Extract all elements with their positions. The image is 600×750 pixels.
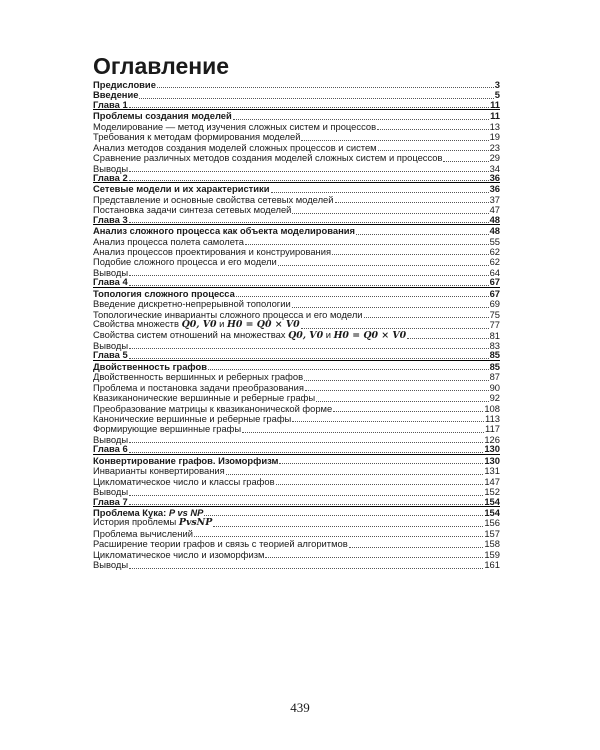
toc-entry-title (93, 111, 232, 120)
dot-leader (305, 390, 489, 391)
toc-entry-text: Цикломатическое число и изоморфизм (93, 548, 265, 560)
toc-entry (93, 267, 500, 277)
toc-entry-page: 83 (489, 339, 500, 351)
toc-entry-page: 67 (489, 276, 500, 288)
toc-entry-title (93, 466, 225, 475)
dot-leader (129, 348, 488, 349)
toc-entry (93, 236, 500, 246)
dot-leader (271, 192, 489, 193)
toc-entry (93, 476, 500, 486)
toc-entry (93, 256, 500, 266)
toc-entry-page: 85 (489, 360, 500, 372)
toc-entry-text: Предисловие (93, 79, 156, 91)
toc-entry (93, 549, 500, 559)
toc-entry-page: 130 (484, 443, 500, 455)
toc-entry-formula: PvsNP (178, 517, 213, 529)
dot-leader (139, 98, 493, 99)
dot-leader (129, 107, 489, 108)
toc-entry-text: Глава 3 (93, 213, 128, 225)
dot-leader (301, 140, 488, 141)
dot-leader (129, 452, 484, 453)
toc-entry-text: Введение (93, 89, 139, 101)
toc-entry (93, 403, 500, 413)
toc-entry-text: Выводы (93, 266, 129, 278)
dot-leader (157, 87, 494, 88)
toc-entry-formula: Q0, V0 (181, 319, 217, 331)
toc-entry (93, 204, 500, 214)
dot-leader (129, 275, 488, 276)
toc-entry-title (93, 237, 244, 246)
dot-leader (443, 161, 488, 162)
toc-entry (93, 194, 500, 204)
dot-leader (129, 504, 484, 505)
dot-leader (233, 119, 489, 120)
toc-entry-title (93, 132, 300, 141)
toc-entry-title (93, 122, 376, 131)
toc-entry-text: Введение дискретно-непрерывной топологии (93, 298, 291, 310)
toc-entry-page: 13 (489, 120, 500, 132)
toc-entry-text-connector: и (323, 328, 334, 340)
toc-entry-page: 23 (489, 141, 500, 153)
toc-entry-text: Свойства систем отношений на множествах (93, 328, 289, 340)
toc-entry-page: 130 (484, 454, 500, 466)
toc-entry-title (93, 226, 355, 235)
toc-entry-page: 157 (484, 527, 500, 539)
dot-leader (316, 401, 488, 402)
toc-entry-title (93, 362, 207, 371)
toc-entry-page: 154 (484, 506, 500, 518)
toc-entry-text: Анализ процессов проектирования и конструирования (93, 246, 332, 258)
page-number: 439 (290, 700, 310, 715)
toc-entry-page: 29 (489, 152, 500, 164)
dot-leader (292, 213, 488, 214)
toc-entry-title (93, 299, 291, 308)
dot-leader (377, 129, 488, 130)
toc-entry-text: Формирующие вершинные графы (93, 423, 242, 435)
toc-entry-page: 152 (484, 486, 500, 498)
toc-entry-title (93, 414, 291, 423)
toc-entry-page: 64 (489, 266, 500, 278)
toc-entry-title (93, 257, 277, 266)
toc-entry-page: 5 (494, 89, 500, 101)
toc-entry (93, 444, 500, 454)
dot-leader (129, 568, 483, 569)
toc-entry-title (93, 247, 331, 256)
toc-entry-title (93, 393, 315, 402)
toc-entry-title (93, 100, 128, 109)
dot-leader (333, 411, 483, 412)
dot-leader (129, 285, 489, 286)
toc-entry-title (93, 143, 377, 152)
toc-entry-text: Моделирование — метод изучения сложных систем и процессов (93, 120, 377, 132)
toc-entry-page: 47 (489, 204, 500, 216)
toc-entry-text: Подобие сложного процесса и его модели (93, 256, 277, 268)
toc-entry-text: Постановка задачи синтеза сетевых моделей (93, 204, 292, 216)
dot-leader (278, 265, 489, 266)
table-of-contents (93, 79, 500, 570)
toc-entry (93, 121, 500, 131)
toc-entry-page: 48 (489, 213, 500, 225)
toc-entry-formula: H0 = Q0 × V0 (333, 329, 407, 341)
toc-entry-page: 87 (489, 371, 500, 383)
toc-entry-page: 154 (484, 495, 500, 507)
dot-leader (407, 338, 488, 339)
toc-entry-text: Выводы (93, 433, 129, 445)
toc-entry-title (93, 383, 304, 392)
toc-entry (93, 528, 500, 538)
toc-entry-page: 108 (484, 402, 500, 414)
toc-entry-page: 159 (484, 548, 500, 560)
toc-entry-page: 161 (484, 559, 500, 571)
dot-leader (364, 317, 489, 318)
toc-entry-formula: H0 = Q0 × V0 (227, 319, 300, 331)
toc-entry-title (93, 517, 212, 527)
dot-leader (265, 557, 483, 558)
toc-entry-italic: P vs NP (168, 506, 204, 518)
toc-entry-text: Глава 4 (93, 276, 128, 288)
toc-entry-text: История проблемы (93, 516, 179, 528)
dot-leader (292, 307, 489, 308)
toc-entry-title (93, 372, 303, 381)
toc-entry (93, 340, 500, 350)
toc-entry (93, 497, 500, 507)
toc-entry-title (93, 539, 348, 548)
toc-entry-title (93, 550, 264, 559)
toc-entry-text: Преобразование матрицы к квазиканонической форме (93, 402, 333, 414)
toc-entry-text-connector: и (216, 318, 228, 330)
toc-entry-text: Представление и основные свойства сетевых моделей (93, 193, 334, 205)
toc-entry (93, 298, 500, 308)
dot-leader (356, 234, 489, 235)
toc-entry-title (93, 277, 128, 286)
toc-entry-formula: Q0, V0 (288, 329, 324, 341)
toc-entry-text: Канонические вершинные и реберные графы (93, 413, 292, 425)
toc-entry (93, 382, 500, 392)
toc-entry-page: 81 (489, 329, 500, 341)
toc-entry-page: 156 (484, 517, 500, 529)
toc-entry-text: Цикломатическое число и классы графов (93, 475, 275, 487)
toc-entry-title (93, 330, 406, 340)
toc-entry (93, 486, 500, 496)
toc-entry-text: Анализ сложного процесса как объекта моделирования (93, 225, 356, 237)
dot-leader (129, 358, 489, 359)
toc-entry-page: 62 (489, 256, 500, 268)
toc-entry-text: Глава 2 (93, 171, 128, 183)
dot-leader (292, 421, 484, 422)
toc-entry (93, 100, 500, 110)
toc-entry-title (93, 560, 128, 569)
dot-leader (349, 547, 484, 548)
dot-leader (129, 222, 489, 223)
toc-entry-text: Проблема Кука: (93, 506, 169, 518)
toc-entry-text: Глава 7 (93, 495, 128, 507)
toc-entry (93, 131, 500, 141)
dot-leader (378, 150, 489, 151)
toc-entry-page: 67 (489, 287, 500, 299)
toc-entry-text: Глава 5 (93, 349, 128, 361)
toc-entry-title (93, 80, 156, 89)
toc-entry (93, 559, 500, 569)
toc-entry (93, 79, 500, 89)
toc-entry-text: Топология сложного процесса (93, 287, 235, 299)
toc-entry-page: 37 (489, 193, 500, 205)
dot-leader (129, 171, 488, 172)
toc-entry (93, 152, 500, 162)
toc-entry-page: 147 (484, 475, 500, 487)
toc-entry-page: 48 (489, 225, 500, 237)
toc-entry (93, 225, 500, 235)
toc-entry-text: Глава 1 (93, 98, 128, 110)
toc-entry (93, 142, 500, 152)
toc-entry-page: 36 (489, 183, 500, 195)
dot-leader (208, 369, 489, 370)
toc-entry-text: Выводы (93, 559, 129, 571)
toc-entry-page: 131 (484, 465, 500, 477)
toc-entry-title (93, 404, 332, 413)
toc-entry-text: Требования к методам формирования моделей (93, 131, 301, 143)
toc-title: Оглавление (93, 53, 230, 79)
toc-entry-text: Квазиканонические вершинные и реберные графы (93, 392, 316, 404)
toc-entry-text: Глава 6 (93, 443, 128, 455)
toc-entry (93, 455, 500, 465)
toc-entry-page: 69 (489, 298, 500, 310)
toc-entry-text: Сравнение различных методов создания моделей сложных систем и процессов (93, 152, 443, 164)
toc-entry-text: Выводы (93, 339, 129, 351)
dot-leader (213, 526, 483, 527)
dot-leader (332, 254, 489, 255)
dot-leader (204, 515, 483, 516)
dot-leader (242, 432, 484, 433)
toc-entry-text: Инварианты конвертирования (93, 465, 225, 477)
toc-entry (93, 465, 500, 475)
toc-entry-page: 113 (485, 413, 500, 425)
toc-entry (93, 517, 500, 527)
toc-entry-page: 55 (489, 235, 500, 247)
toc-entry-text: Выводы (93, 162, 129, 174)
dot-leader (245, 244, 489, 245)
toc-entry-text: Выводы (93, 486, 129, 498)
toc-entry (93, 413, 500, 423)
toc-entry (93, 110, 500, 120)
dot-leader (129, 495, 483, 496)
toc-entry-page: 126 (484, 433, 500, 445)
toc-entry (93, 371, 500, 381)
toc-entry-title (93, 173, 128, 182)
toc-entry (93, 163, 500, 173)
toc-entry-text: Двойственность графов (93, 360, 207, 372)
toc-entry-page: 77 (489, 319, 500, 331)
toc-entry-text: Двойственность вершинных и реберных графов (93, 371, 304, 383)
toc-entry (93, 350, 500, 360)
dot-leader (335, 202, 489, 203)
toc-entry-text: Топологические инварианты сложного процесса и его модели (93, 308, 363, 320)
toc-entry (93, 183, 500, 193)
toc-entry (93, 288, 500, 298)
toc-entry-title (93, 424, 241, 433)
toc-entry-text: Сетевые модели и их характеристики (93, 183, 270, 195)
toc-entry-title (93, 289, 235, 298)
toc-entry (93, 538, 500, 548)
toc-entry-title (93, 350, 128, 359)
toc-entry-page: 85 (489, 349, 500, 361)
toc-entry-text: Проблемы создания моделей (93, 110, 232, 122)
toc-entry-title (93, 153, 442, 162)
toc-entry (93, 392, 500, 402)
toc-entry-title (93, 477, 275, 486)
toc-entry (93, 215, 500, 225)
toc-entry-title (93, 456, 278, 465)
dot-leader (194, 536, 483, 537)
toc-entry (93, 89, 500, 99)
dot-leader (276, 484, 484, 485)
toc-entry-title (93, 444, 128, 453)
toc-entry-title (93, 497, 128, 506)
toc-entry (93, 246, 500, 256)
toc-entry-text: Свойства множеств (93, 318, 182, 330)
toc-entry-text: Анализ методов создания моделей сложных процессов и систем (93, 141, 377, 153)
dot-leader (129, 180, 489, 181)
toc-entry-title (93, 195, 334, 204)
toc-entry-page: 19 (489, 131, 500, 143)
toc-entry (93, 330, 500, 340)
toc-entry-page: 11 (490, 98, 500, 110)
toc-entry-page: 75 (489, 308, 500, 320)
toc-entry-page: 117 (485, 423, 500, 435)
toc-entry-title (93, 184, 270, 193)
toc-entry (93, 173, 500, 183)
toc-entry-page: 36 (489, 171, 500, 183)
toc-entry-title (93, 529, 193, 538)
toc-entry (93, 423, 500, 433)
toc-entry-page: 3 (494, 79, 500, 91)
toc-entry-text: Конвертирование графов. Изоморфизм (93, 454, 279, 466)
toc-entry-page: 92 (489, 392, 500, 404)
dot-leader (304, 380, 489, 381)
dot-leader (226, 474, 484, 475)
dot-leader (279, 463, 483, 464)
toc-entry-title (93, 215, 128, 224)
toc-entry-page: 34 (489, 162, 500, 174)
toc-entry-text: Проблема вычислений (93, 527, 193, 539)
toc-entry (93, 361, 500, 371)
toc-entry-page: 11 (490, 110, 500, 122)
dot-leader (236, 296, 489, 297)
toc-entry-text: Проблема и постановка задачи преобразования (93, 381, 304, 393)
dot-leader (129, 442, 483, 443)
toc-entry (93, 277, 500, 287)
toc-entry-page: 158 (484, 538, 500, 550)
toc-entry-text: Анализ процесса полета самолета (93, 235, 245, 247)
toc-entry-page: 62 (489, 246, 500, 258)
toc-entry-page: 90 (489, 381, 500, 393)
toc-entry (93, 434, 500, 444)
toc-entry-text: Расширение теории графов и связь с теорией алгоритмов (93, 538, 348, 550)
